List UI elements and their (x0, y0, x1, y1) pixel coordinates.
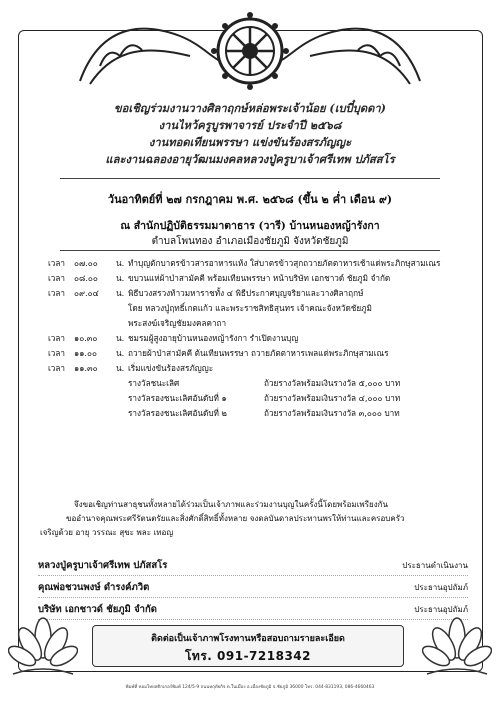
schedule-row (48, 346, 468, 361)
header-line-1: ขอเชิญร่วมงานวางศิลาฤกษ์หล่อพระเจ้าน้อย (เบบี๋บุดดา) (114, 101, 386, 115)
header-line-2: งานไหว้ครูบูรพาจารย์ ประจำปี ๒๕๖๘ (158, 118, 342, 132)
time-unit: น. (116, 348, 125, 358)
time-word: เวลา (48, 333, 66, 343)
schedule-subrow (48, 316, 468, 331)
time-unit: น. (116, 333, 125, 343)
header-line-3: งานทอดเทียนพรรษา แข่งขันร้องสรภัญญะ (148, 135, 352, 149)
hosts-list (38, 556, 468, 622)
host-row (38, 578, 468, 598)
host-row (38, 600, 468, 620)
prize-value: ถ้วยรางวัลพร้อมเงินรางวัล ๓,๐๐๐ บาท (264, 408, 400, 418)
host-role: ประธานดำเนินงาน (402, 561, 468, 570)
schedule-desc: เริ่มแข่งขันร้องสรภัญญะ (128, 363, 214, 373)
schedule-desc: ขบวนแห่ผ้าป่าสามัคคี พร้อมเทียนพรรษา หน้าบริษัท เอกชาวด์ ชัยภูมิ จำกัด (128, 273, 391, 283)
prize-name: รางวัลรองชนะเลิศอันดับที่ ๒ (128, 408, 227, 418)
host-role: ประธานอุปถัมภ์ (414, 605, 468, 614)
time-unit: น. (116, 258, 125, 268)
schedule-desc: ทำบุญตักบาตรข้าวสารอาหารแห้ง ใส่บาตรข้าวสุกถวายภัตตาหารเช้าแด่พระภิกษุสามเณร (128, 258, 441, 268)
dharma-wheel-icon (211, 12, 289, 90)
schedule-row (48, 361, 468, 376)
time-word: เวลา (48, 363, 66, 373)
invitation-header (32, 100, 468, 168)
time-value: ๑๑.๐๐ (74, 348, 97, 358)
event-date: วันอาทิตย์ที่ ๒๗ กรกฎาคม พ.ศ. ๒๕๖๘ (ขึ้น ๒ ค่ำ เดือน ๙) (107, 193, 393, 206)
header-line-4: และงานฉลองอายุวัฒนมงคลหลวงปู่ครูบาเจ้าศรีเทพ ปภัสสโร (105, 152, 395, 166)
time-unit: น. (116, 288, 125, 298)
prize-row (48, 406, 468, 421)
event-place (32, 218, 468, 250)
time-value: ๐๗.๐๐ (74, 258, 98, 268)
schedule-row (48, 286, 468, 301)
time-value: ๐๘.๐๐ (74, 273, 98, 283)
host-name: บริษัท เอกชาวด์ ชัยภูมิ จำกัด (38, 604, 157, 615)
host-name: หลวงปู่ครูบาเจ้าศรีเทพ ปภัสสโร (38, 560, 168, 571)
contact-box (92, 625, 404, 667)
schedule-subrow (48, 301, 468, 316)
schedule-desc: ชมรมผู้สูงอายุบ้านหนองหญ้ารังกา รำเปิดงานบุญ (128, 333, 299, 343)
lotus-flower-icon (8, 608, 78, 678)
time-unit: น. (116, 363, 125, 373)
time-unit: น. (116, 273, 125, 283)
time-word: เวลา (48, 348, 66, 358)
host-name: คุณพ่อชวนพงษ์ ดำรงค์ภวิต (38, 582, 150, 593)
time-word: เวลา (48, 258, 66, 268)
schedule-row (48, 271, 468, 286)
host-row (38, 556, 468, 576)
time-value: ๑๑.๓๐ (74, 363, 98, 373)
place-line-2: ตำบลโพนทอง อำเภอเมืองชัยภูมิ จังหวัดชัยภูมิ (151, 236, 349, 247)
closing-line-2: ขออำนาจคุณพระศรีรัตนตรัยและสิ่งศักดิ์สิทธิ์ทั้งหลาย จงดลบันดาลประทานพรให้ท่านและครอบครัว (66, 514, 405, 523)
prize-name: รางวัลชนะเลิศ (128, 378, 180, 388)
time-word: เวลา (48, 288, 66, 298)
lotus-flower-icon (422, 608, 492, 678)
closing-line-1: จึงขอเชิญท่านสาธุชนทั้งหลายได้ร่วมเป็นเจ้าภาพและร่วมงานบุญในครั้งนี้โดยพร้อมเพรียงกัน (74, 500, 388, 509)
schedule-row (48, 331, 468, 346)
wheel-naga-ornament (70, 6, 430, 96)
time-value: ๑๐.๓๐ (74, 333, 98, 343)
closing-text (40, 498, 470, 540)
host-role: ประธานอุปถัมภ์ (414, 583, 468, 592)
place-line-1: ณ สำนักปฏิบัติธรรมมาตาธาร (วารี) บ้านหนองหญ้ารังกา (120, 220, 380, 232)
schedule-desc: ถวายผ้าป่าสามัคคี ต้นเทียนพรรษา ถวายภัตตาหารเพลแด่พระภิกษุสามเณร (128, 348, 389, 358)
prize-value: ถ้วยรางวัลพร้อมเงินรางวัล ๔,๐๐๐ บาท (264, 393, 401, 403)
time-word: เวลา (48, 273, 66, 283)
divider (60, 178, 440, 179)
contact-text: ติดต่อเป็นเจ้าภาพโรงทานหรือสอบถามรายละเอียด (151, 634, 345, 644)
schedule-desc: โดย หลวงปู่ฤทธิ์เกตแก้ว และพระราชสิทธิสุนทร เจ้าคณะจังหวัดชัยภูมิ (128, 303, 372, 313)
time-value: ๐๙.๐๔ (74, 288, 99, 298)
prize-row (48, 391, 468, 406)
closing-line-3: เจริญด้วย อายุ วรรณะ สุขะ พละ เทอญ (40, 528, 174, 537)
contact-phone: โทร. 091-7218342 (184, 649, 311, 663)
schedule-row (48, 256, 468, 271)
schedule-desc: พระสงฆ์เจริญชัยมงคลคาถา (128, 318, 227, 328)
schedule-list (48, 256, 468, 421)
printer-footer: พิมพ์ที่ หอมไทยสติกเกอร์พิมพ์ 124/5-9 ถนนหฤทัยกิจ ต.ในเมือง อ.เมืองชัยภูมิ จ.ชัยภูมิ 36000 โทร. 044-831193, 086-4660463 (125, 685, 375, 690)
schedule-desc: พิธีบวงสรวงท้าวมหาราชทั้ง ๔ พิธีประกาศบุญจริยาและวางศิลาฤกษ์ (128, 288, 364, 298)
divider (60, 250, 440, 251)
prize-value: ถ้วยรางวัลพร้อมเงินรางวัล ๕,๐๐๐ บาท (264, 378, 401, 388)
prize-row (48, 376, 468, 391)
prize-name: รางวัลรองชนะเลิศอันดับที่ ๑ (128, 393, 227, 403)
